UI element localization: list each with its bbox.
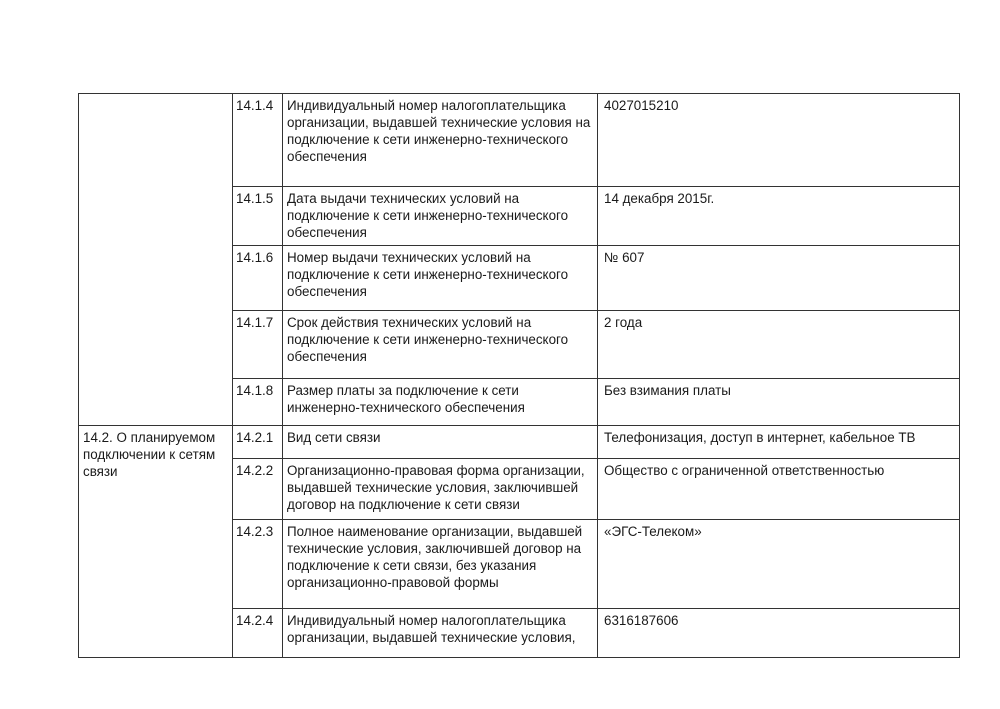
item-value: Без взимания платы <box>598 379 960 426</box>
item-number: 14.2.3 <box>233 520 283 609</box>
item-value: 14 декабря 2015г. <box>598 187 960 246</box>
item-description: Индивидуальный номер налогоплательщика организации, выдавшей технические условия, <box>283 609 598 658</box>
item-number: 14.1.7 <box>233 311 283 379</box>
item-description: Номер выдачи технических условий на подключение к сети инженерно-технического обеспечения <box>283 246 598 311</box>
item-description: Индивидуальный номер налогоплательщика организации, выдавшей технические условия на подключение к сети инженерно-технического обеспечения <box>283 94 598 187</box>
item-number: 14.1.8 <box>233 379 283 426</box>
item-number: 14.2.1 <box>233 426 283 459</box>
item-description: Полное наименование организации, выдавшей технические условия, заключившей договор на подключение к сети связи, без указания организационно-правовой формы <box>283 520 598 609</box>
item-number: 14.1.5 <box>233 187 283 246</box>
item-value: Общество с ограниченной ответственностью <box>598 459 960 520</box>
item-description: Срок действия технических условий на подключение к сети инженерно-технического обеспечения <box>283 311 598 379</box>
item-description: Дата выдачи технических условий на подключение к сети инженерно-технического обеспечения <box>283 187 598 246</box>
item-description: Организационно-правовая форма организации, выдавшей технические условия, заключившей договор на подключение к сети связи <box>283 459 598 520</box>
table-row <box>79 426 960 459</box>
item-description: Размер платы за подключение к сети инженерно-технического обеспечения <box>283 379 598 426</box>
item-value: 4027015210 <box>598 94 960 187</box>
item-value: № 607 <box>598 246 960 311</box>
table-row <box>79 94 960 187</box>
item-number: 14.2.2 <box>233 459 283 520</box>
item-value: 2 года <box>598 311 960 379</box>
item-number: 14.2.4 <box>233 609 283 658</box>
item-value: Телефонизация, доступ в интернет, кабельное ТВ <box>598 426 960 459</box>
item-value: 6316187606 <box>598 609 960 658</box>
declaration-table <box>78 93 960 658</box>
item-number: 14.1.6 <box>233 246 283 311</box>
item-number: 14.1.4 <box>233 94 283 187</box>
section-14-1-cell <box>79 94 233 426</box>
item-value: «ЭГС-Телеком» <box>598 520 960 609</box>
section-14-2-label: 14.2. О планируемом подключении к сетям связи <box>79 426 233 658</box>
item-description: Вид сети связи <box>283 426 598 459</box>
